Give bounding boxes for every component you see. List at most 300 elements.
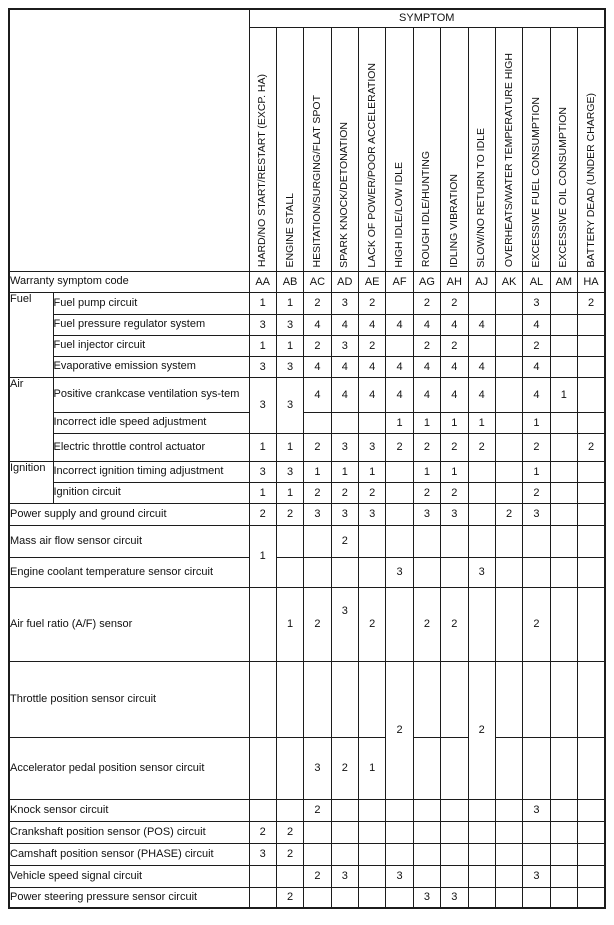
row-label: Vehicle speed signal circuit — [9, 865, 249, 887]
symptom-column-label: OVERHEATS/WATER TEMPERATURE HIGH — [502, 53, 515, 268]
table-row — [9, 737, 605, 799]
value-cell — [331, 821, 358, 843]
table-row — [9, 821, 605, 843]
value-cell — [304, 525, 331, 557]
symptom-column-header — [359, 27, 386, 271]
value-cell: 1 — [276, 292, 303, 314]
symptom-column-label: HESITATION/SURGING/FLAT SPOT — [310, 95, 323, 268]
value-cell — [386, 503, 413, 525]
row-label: Crankshaft position sensor (POS) circuit — [9, 821, 249, 843]
symptom-column-label: HARD/NO START/RESTART (EXCP. HA) — [256, 74, 269, 268]
value-cell: 2 — [276, 843, 303, 865]
value-cell: 3 — [331, 503, 358, 525]
value-cell — [249, 661, 276, 737]
value-cell — [495, 587, 522, 661]
value-cell: 2 — [386, 433, 413, 461]
value-cell: 2 — [578, 433, 606, 461]
value-cell — [359, 843, 386, 865]
value-cell — [578, 821, 606, 843]
value-cell: 4 — [523, 356, 550, 377]
value-cell — [468, 821, 495, 843]
value-cell: 3 — [249, 377, 276, 433]
symptom-column-header — [331, 27, 358, 271]
value-cell: 3 — [331, 433, 358, 461]
value-cell — [304, 412, 331, 433]
value-cell — [304, 821, 331, 843]
row-label: Positive crankcase ventilation sys-tem — [53, 377, 249, 412]
value-cell: 3 — [249, 314, 276, 335]
value-cell — [550, 887, 577, 908]
value-cell — [413, 843, 440, 865]
value-cell: 4 — [304, 314, 331, 335]
value-cell — [495, 377, 522, 412]
symptom-column-label: SPARK KNOCK/DETONATION — [338, 121, 351, 268]
value-cell: AM — [550, 271, 577, 292]
symptom-column-header — [276, 27, 303, 271]
value-cell: 1 — [359, 461, 386, 482]
value-cell: 3 — [441, 887, 468, 908]
value-cell: 2 — [276, 503, 303, 525]
value-cell — [441, 821, 468, 843]
symptom-column-header — [468, 27, 495, 271]
value-cell: 2 — [304, 335, 331, 356]
value-cell — [441, 525, 468, 557]
value-cell — [550, 503, 577, 525]
symptom-header: SYMPTOM — [249, 9, 605, 27]
value-cell: 4 — [304, 377, 331, 412]
value-cell — [578, 799, 606, 821]
value-cell — [578, 412, 606, 433]
value-cell — [249, 587, 276, 661]
row-label: Incorrect ignition timing adjustment — [53, 461, 249, 482]
value-cell — [331, 843, 358, 865]
value-cell: 2 — [523, 335, 550, 356]
value-cell — [495, 292, 522, 314]
value-cell: AL — [523, 271, 550, 292]
value-cell — [386, 843, 413, 865]
group-label: Fuel — [9, 292, 53, 377]
value-cell — [441, 661, 468, 737]
value-cell — [550, 821, 577, 843]
row-label: Power steering pressure sensor circuit — [9, 887, 249, 908]
value-cell — [413, 865, 440, 887]
value-cell: 3 — [523, 503, 550, 525]
row-label: Warranty symptom code — [9, 271, 249, 292]
table-row — [9, 377, 605, 412]
table-row — [9, 356, 605, 377]
value-cell — [523, 737, 550, 799]
value-cell — [441, 557, 468, 587]
value-cell: 2 — [578, 292, 606, 314]
value-cell — [359, 865, 386, 887]
value-cell — [249, 737, 276, 799]
value-cell — [550, 314, 577, 335]
value-cell: 1 — [386, 412, 413, 433]
value-cell — [331, 887, 358, 908]
value-cell: 1 — [550, 377, 577, 412]
value-cell — [276, 799, 303, 821]
value-cell — [550, 335, 577, 356]
value-cell — [386, 525, 413, 557]
value-cell — [495, 843, 522, 865]
table-row — [9, 843, 605, 865]
value-cell — [331, 412, 358, 433]
value-cell — [495, 461, 522, 482]
table-row — [9, 865, 605, 887]
value-cell — [386, 335, 413, 356]
value-cell — [550, 737, 577, 799]
value-cell — [550, 557, 577, 587]
value-cell: 2 — [441, 587, 468, 661]
value-cell — [550, 661, 577, 737]
table-row — [9, 433, 605, 461]
value-cell: 3 — [331, 292, 358, 314]
value-cell: 2 — [468, 433, 495, 461]
value-cell — [441, 799, 468, 821]
value-cell: 4 — [523, 314, 550, 335]
value-cell — [468, 292, 495, 314]
value-cell — [276, 525, 303, 557]
symptom-column-header — [578, 27, 606, 271]
value-cell — [331, 557, 358, 587]
value-cell: 2 — [331, 737, 358, 799]
value-cell — [359, 557, 386, 587]
row-label: Ignition circuit — [53, 482, 249, 503]
value-cell — [495, 335, 522, 356]
value-cell — [578, 335, 606, 356]
value-cell: 2 — [413, 292, 440, 314]
symptom-column-label: EXCESSIVE FUEL CONSUMPTION — [529, 96, 542, 268]
value-cell: 1 — [276, 587, 303, 661]
value-cell — [578, 314, 606, 335]
value-cell: 2 — [441, 482, 468, 503]
value-cell: 4 — [331, 377, 358, 412]
value-cell: AG — [413, 271, 440, 292]
value-cell: AA — [249, 271, 276, 292]
value-cell — [578, 503, 606, 525]
value-cell: 4 — [468, 356, 495, 377]
value-cell — [386, 482, 413, 503]
table-row — [9, 587, 605, 661]
table-row — [9, 271, 605, 292]
symptom-column-label: LACK OF POWER/POOR ACCELERATION — [365, 62, 378, 268]
value-cell: 4 — [359, 356, 386, 377]
row-label: Accelerator pedal position sensor circuit — [9, 737, 249, 799]
value-cell: 1 — [441, 412, 468, 433]
value-cell: 2 — [523, 482, 550, 503]
value-cell — [578, 843, 606, 865]
value-cell: HA — [578, 271, 606, 292]
row-label: Knock sensor circuit — [9, 799, 249, 821]
header-row — [9, 9, 605, 27]
value-cell — [359, 799, 386, 821]
symptom-column-header — [523, 27, 550, 271]
value-cell — [550, 865, 577, 887]
value-cell — [468, 503, 495, 525]
value-cell: 1 — [276, 335, 303, 356]
value-cell: 3 — [304, 737, 331, 799]
value-cell: 2 — [331, 525, 358, 557]
value-cell — [578, 461, 606, 482]
value-cell — [578, 587, 606, 661]
value-cell: 4 — [359, 377, 386, 412]
symptom-column-label: IDLING VIBRATION — [447, 173, 460, 268]
value-cell — [359, 887, 386, 908]
symptom-column-header — [249, 27, 276, 271]
table-row — [9, 661, 605, 737]
value-cell: 1 — [468, 412, 495, 433]
value-cell — [495, 821, 522, 843]
value-cell — [359, 821, 386, 843]
value-cell: 3 — [249, 356, 276, 377]
value-cell — [441, 843, 468, 865]
value-cell — [386, 587, 413, 661]
value-cell — [550, 799, 577, 821]
value-cell — [468, 887, 495, 908]
value-cell: 1 — [441, 461, 468, 482]
row-label: Evaporative emission system — [53, 356, 249, 377]
table-row — [9, 335, 605, 356]
value-cell: 1 — [249, 292, 276, 314]
value-cell — [304, 661, 331, 737]
value-cell: 3 — [276, 356, 303, 377]
value-cell — [523, 843, 550, 865]
value-cell: 3 — [359, 503, 386, 525]
value-cell: 2 — [359, 292, 386, 314]
value-cell: 3 — [276, 314, 303, 335]
value-cell — [359, 412, 386, 433]
value-cell — [495, 412, 522, 433]
value-cell — [276, 865, 303, 887]
value-cell: AJ — [468, 271, 495, 292]
row-label: Camshaft position sensor (PHASE) circuit — [9, 843, 249, 865]
symptom-column-label: SLOW/NO RETURN TO IDLE — [475, 127, 488, 268]
value-cell: 4 — [468, 314, 495, 335]
value-cell — [495, 525, 522, 557]
value-cell — [386, 887, 413, 908]
value-cell: 4 — [441, 356, 468, 377]
value-cell: 4 — [441, 377, 468, 412]
row-label: Fuel injector circuit — [53, 335, 249, 356]
value-cell: AH — [441, 271, 468, 292]
value-cell: 3 — [523, 292, 550, 314]
value-cell: 4 — [413, 314, 440, 335]
value-cell — [495, 661, 522, 737]
value-cell — [523, 525, 550, 557]
value-cell — [578, 661, 606, 737]
value-cell: 2 — [331, 482, 358, 503]
value-cell — [495, 433, 522, 461]
value-cell — [495, 799, 522, 821]
value-cell — [495, 314, 522, 335]
value-cell: 3 — [441, 503, 468, 525]
value-cell: 1 — [304, 461, 331, 482]
value-cell: 3 — [331, 335, 358, 356]
value-cell: 4 — [468, 377, 495, 412]
symptom-column-label: ENGINE STALL — [283, 193, 296, 268]
table-row — [9, 887, 605, 908]
value-cell: 3 — [276, 377, 303, 433]
value-cell: 4 — [386, 356, 413, 377]
value-cell: 3 — [413, 887, 440, 908]
row-label: Air fuel ratio (A/F) sensor — [9, 587, 249, 661]
value-cell: 4 — [441, 314, 468, 335]
value-cell: 3 — [304, 503, 331, 525]
row-label: Electric throttle control actuator — [53, 433, 249, 461]
value-cell — [523, 661, 550, 737]
value-cell: AD — [331, 271, 358, 292]
value-cell: 2 — [304, 587, 331, 661]
value-cell: 2 — [359, 335, 386, 356]
value-cell — [304, 887, 331, 908]
value-cell — [468, 482, 495, 503]
value-cell: 2 — [304, 799, 331, 821]
value-cell: 1 — [413, 461, 440, 482]
value-cell: 2 — [441, 335, 468, 356]
value-cell — [468, 335, 495, 356]
symptom-column-label: EXCESSIVE OIL CONSUMPTION — [557, 106, 570, 268]
value-cell — [331, 661, 358, 737]
value-cell: 2 — [304, 482, 331, 503]
value-cell — [441, 865, 468, 887]
value-cell: 1 — [249, 525, 276, 587]
table-row — [9, 412, 605, 433]
row-label: Fuel pressure regulator system — [53, 314, 249, 335]
row-label: Power supply and ground circuit — [9, 503, 249, 525]
value-cell: AK — [495, 271, 522, 292]
value-cell — [495, 356, 522, 377]
value-cell — [523, 821, 550, 843]
value-cell: 2 — [523, 587, 550, 661]
value-cell — [550, 525, 577, 557]
value-cell — [550, 292, 577, 314]
symptom-matrix-table — [8, 8, 606, 909]
group-label: Ignition — [9, 461, 53, 503]
value-cell: 2 — [441, 292, 468, 314]
value-cell: 1 — [523, 461, 550, 482]
value-cell — [578, 356, 606, 377]
value-cell: 2 — [386, 661, 413, 799]
value-cell: 3 — [276, 461, 303, 482]
value-cell — [276, 557, 303, 587]
value-cell: 4 — [413, 377, 440, 412]
value-cell — [468, 461, 495, 482]
value-cell — [276, 661, 303, 737]
value-cell: 2 — [249, 821, 276, 843]
table-row — [9, 503, 605, 525]
value-cell — [413, 661, 440, 737]
symptom-column-header — [550, 27, 577, 271]
value-cell: 1 — [249, 335, 276, 356]
value-cell — [359, 661, 386, 737]
value-cell: 4 — [413, 356, 440, 377]
symptom-column-header — [413, 27, 440, 271]
value-cell: 3 — [249, 461, 276, 482]
value-cell: 4 — [386, 314, 413, 335]
value-cell: AF — [386, 271, 413, 292]
value-cell: 4 — [331, 314, 358, 335]
value-cell: 2 — [304, 433, 331, 461]
value-cell — [468, 587, 495, 661]
symptom-column-header — [386, 27, 413, 271]
value-cell: 3 — [249, 843, 276, 865]
symptom-column-header — [441, 27, 468, 271]
value-cell: 2 — [276, 887, 303, 908]
value-cell — [468, 799, 495, 821]
row-label: Incorrect idle speed adjustment — [53, 412, 249, 433]
value-cell — [249, 799, 276, 821]
value-cell — [468, 865, 495, 887]
value-cell — [441, 737, 468, 799]
table-row — [9, 482, 605, 503]
value-cell: 1 — [276, 433, 303, 461]
symptom-column-header — [304, 27, 331, 271]
value-cell: AE — [359, 271, 386, 292]
table-row — [9, 557, 605, 587]
corner-cell — [9, 9, 249, 271]
value-cell — [523, 557, 550, 587]
value-cell: 4 — [331, 356, 358, 377]
table-row — [9, 461, 605, 482]
value-cell: 2 — [304, 292, 331, 314]
table-row — [9, 314, 605, 335]
value-cell: AB — [276, 271, 303, 292]
value-cell — [331, 799, 358, 821]
group-label: Air — [9, 377, 53, 461]
value-cell — [359, 525, 386, 557]
value-cell: 3 — [331, 865, 358, 887]
value-cell — [578, 737, 606, 799]
value-cell — [578, 377, 606, 412]
value-cell — [550, 843, 577, 865]
value-cell — [495, 887, 522, 908]
value-cell: 2 — [523, 433, 550, 461]
value-cell — [578, 525, 606, 557]
value-cell: 2 — [413, 335, 440, 356]
value-cell: 1 — [413, 412, 440, 433]
value-cell: 3 — [386, 865, 413, 887]
value-cell — [249, 865, 276, 887]
value-cell — [578, 865, 606, 887]
value-cell — [578, 482, 606, 503]
value-cell — [304, 843, 331, 865]
value-cell: 1 — [249, 433, 276, 461]
value-cell — [550, 356, 577, 377]
row-label: Mass air flow sensor circuit — [9, 525, 249, 557]
value-cell: 4 — [386, 377, 413, 412]
value-cell — [550, 412, 577, 433]
row-label: Fuel pump circuit — [53, 292, 249, 314]
value-cell — [386, 799, 413, 821]
value-cell — [495, 737, 522, 799]
value-cell: 2 — [359, 587, 386, 661]
value-cell — [468, 843, 495, 865]
value-cell — [523, 887, 550, 908]
value-cell — [578, 557, 606, 587]
value-cell: 2 — [441, 433, 468, 461]
value-cell: 1 — [331, 461, 358, 482]
value-cell — [495, 557, 522, 587]
value-cell: 3 — [331, 587, 358, 661]
value-cell — [550, 482, 577, 503]
value-cell: 2 — [276, 821, 303, 843]
value-cell: 2 — [359, 482, 386, 503]
symptom-column-header — [495, 27, 522, 271]
value-cell — [413, 557, 440, 587]
value-cell — [578, 887, 606, 908]
value-cell — [413, 799, 440, 821]
value-cell: 2 — [413, 482, 440, 503]
